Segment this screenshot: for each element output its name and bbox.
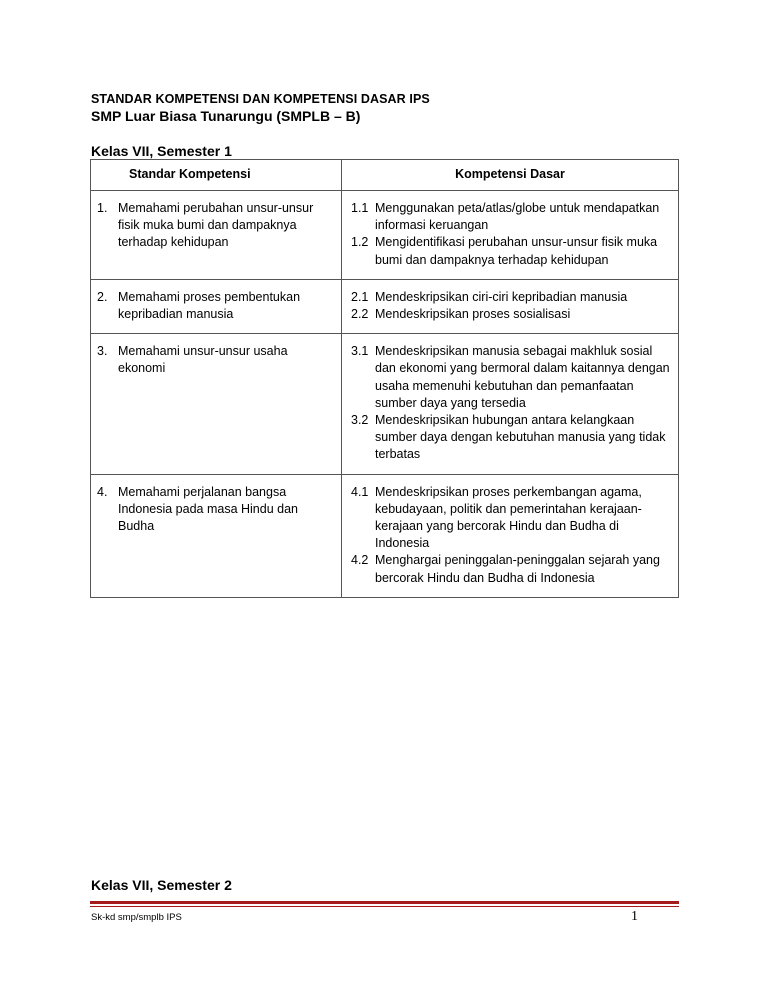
sk-cell bbox=[91, 279, 342, 333]
kd-number: 4.2 bbox=[351, 553, 369, 568]
kd-item bbox=[351, 484, 672, 553]
kd-text: Mendeskripsikan ciri-ciri kepribadian manusia bbox=[375, 289, 628, 304]
semester1-heading: Kelas VII, Semester 1 bbox=[91, 143, 232, 159]
sk-number: 1. bbox=[97, 201, 108, 215]
document-title: STANDAR KOMPETENSI DAN KOMPETENSI DASAR IPS bbox=[91, 92, 430, 106]
document-subtitle: SMP Luar Biasa Tunarungu (SMPLB – B) bbox=[91, 108, 361, 124]
sk-number: 3. bbox=[97, 344, 108, 359]
sk-cell bbox=[91, 191, 342, 280]
table-row bbox=[91, 191, 679, 280]
competency-table bbox=[90, 159, 679, 598]
kd-text: Mendeskripsikan proses perkembangan agama, kebudayaan, politik dan pemerintahan kerajaan-kerajaan yang bercorak Hindu dan Budha di Indonesia bbox=[375, 484, 642, 551]
kd-item bbox=[351, 306, 672, 323]
kd-item bbox=[351, 234, 672, 268]
header-kompetensi-dasar: Kompetensi Dasar bbox=[342, 160, 679, 191]
kd-item bbox=[351, 289, 672, 306]
footer-rule-thick bbox=[90, 901, 679, 904]
kd-number: 2.2 bbox=[351, 307, 369, 322]
kd-text: Mendeskripsikan manusia sebagai makhluk sosial dan ekonomi yang bermoral dalam kaitannya dengan usaha memenuhi kebutuhan dan pemanfaatan sumber daya yang tersedia bbox=[375, 344, 670, 410]
kd-text: Menghargai peninggalan-peninggalan sejarah yang bercorak Hindu dan Budha di Indonesia bbox=[375, 553, 660, 585]
sk-text: Memahami unsur-unsur usaha ekonomi bbox=[118, 344, 288, 376]
semester2-heading: Kelas VII, Semester 2 bbox=[91, 877, 232, 893]
kd-item bbox=[351, 343, 672, 412]
table-row bbox=[91, 474, 679, 597]
sk-number: 2. bbox=[97, 289, 108, 304]
kd-number: 1.1 bbox=[351, 201, 369, 215]
kd-item bbox=[351, 412, 672, 464]
kd-number: 4.1 bbox=[351, 484, 369, 499]
sk-text: Memahami perjalanan bangsa Indonesia pada masa Hindu dan Budha bbox=[118, 484, 298, 534]
footer-label: Sk-kd smp/smplb IPS bbox=[91, 912, 182, 923]
footer-rule-thin bbox=[90, 906, 679, 907]
kd-number: 3.1 bbox=[351, 344, 369, 359]
kd-text: Mendeskripsikan proses sosialisasi bbox=[375, 307, 571, 322]
table-row bbox=[91, 279, 679, 333]
kd-number: 2.1 bbox=[351, 289, 369, 304]
kd-cell bbox=[342, 474, 679, 597]
kd-number: 1.2 bbox=[351, 235, 369, 250]
page-number: 1 bbox=[631, 909, 638, 924]
kd-item bbox=[351, 200, 672, 234]
kd-cell bbox=[342, 334, 679, 474]
header-standar-kompetensi: Standar Kompetensi bbox=[91, 160, 342, 191]
sk-number: 4. bbox=[97, 484, 108, 499]
kd-text: Menggunakan peta/atlas/globe untuk mendapatkan informasi keruangan bbox=[375, 201, 660, 233]
kd-text: Mendeskripsikan hubungan antara kelangkaan sumber daya dengan kebutuhan manusia yang tidak terbatas bbox=[375, 413, 666, 462]
table-row bbox=[91, 334, 679, 474]
kd-cell bbox=[342, 279, 679, 333]
sk-text: Memahami perubahan unsur-unsur fisik muka bumi dan dampaknya terhadap kehidupan bbox=[118, 201, 314, 250]
sk-text: Memahami proses pembentukan kepribadian manusia bbox=[118, 289, 301, 322]
kd-number: 3.2 bbox=[351, 413, 369, 428]
sk-cell bbox=[91, 334, 342, 474]
kd-text: Mengidentifikasi perubahan unsur-unsur fisik muka bumi dan dampaknya terhadap kehidupan bbox=[375, 235, 658, 267]
kd-item bbox=[351, 552, 672, 586]
sk-cell bbox=[91, 474, 342, 597]
table-header-row bbox=[91, 160, 679, 191]
kd-cell bbox=[342, 191, 679, 280]
